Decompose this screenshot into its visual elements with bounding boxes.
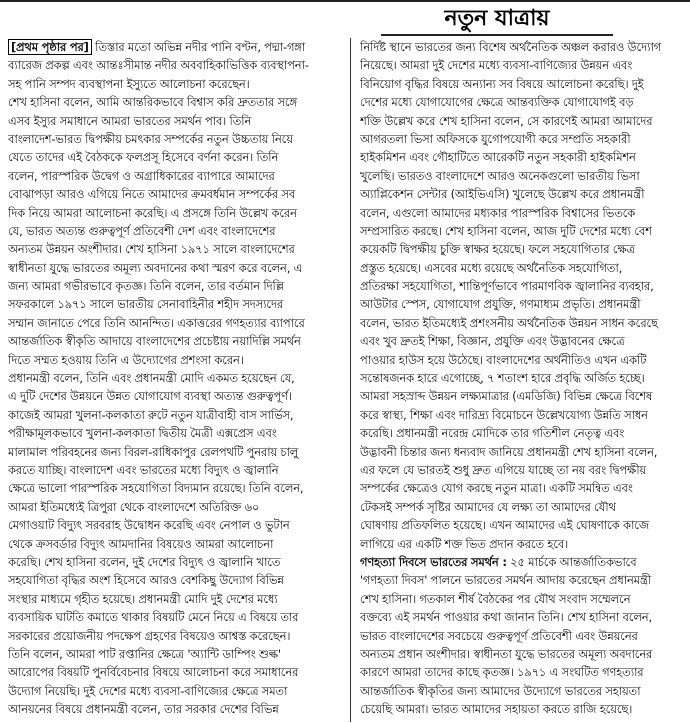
body-line: সহ পানি সম্পদ ব্যবস্থাপনা ইস্যুতে আলোচনা করেছেন। [8, 76, 250, 91]
body-line: আন্তর্জাতিক স্বীকৃতি আদায়ে বাংলাদেশের প্রচেষ্টায় নয়াদিল্লি সমর্থন [8, 334, 301, 349]
body-line: ভারত বাংলাদেশের সবচেয়ে গুরুত্বপূর্ণ প্রতিবেশী এবং উন্নয়নের [360, 628, 638, 643]
body-line: বলেন, পারস্পরিক উদ্বেগ ও অগ্রাধিকারের ব্যাপারে আমাদের [8, 168, 275, 183]
body-line: এসব ইস্যুর সমাধানে আমরা ভারতের সমর্থন পাব। তিনি [8, 113, 252, 128]
body-line: আগরতলা ভিসা অফিসকে যুগোপযোগী করে সম্প্রতি সহকারী [360, 131, 631, 146]
body-line: দিতে সম্মত হওয়ায় তিনি এ উদ্যোগের প্রশংসা করেন। [8, 352, 244, 367]
body-line: দেশের মধ্যে যোগাযোগের ক্ষেত্রে আন্তব্যক্তিক যোগাযোগই বড় [360, 95, 634, 110]
body-line: ব্যারেজ প্রকল্প এবং আন্তঃসীমান্ত নদীর অববাহিকাভিত্তিক ব্যবস্থাপনা- [8, 58, 309, 73]
body-line: তিনি বলেন, আমরা পাট রপ্তানির ক্ষেত্রে 'অ্যান্টি ডাম্পিং শুল্ক' [8, 646, 281, 661]
body-line: শেখ হাসিনা বলেন, আমি আন্তরিকভাবে বিশ্বাস করি দ্রুততার সঙ্গে [8, 95, 297, 110]
body-line: উদ্ভাবনী চিন্তার জন্য ধন্যবাদ জানিয়ে প্রধানমন্ত্রী শেখ হাসিনা বলেন, [360, 444, 658, 459]
body-line: আউটার স্পেস, যোগাযোগ প্রযুক্তি, গণমাধ্যম প্রভৃতি। প্রধানমন্ত্রী [360, 297, 641, 312]
body-line: করেছি। প্রধানমন্ত্রী নরেন্দ্র মোদিকে তার গতিশীল নেতৃত্ব এবং [360, 426, 625, 441]
body-line: করতে যাচ্ছি। বাংলাদেশ এবং ভারতের মধ্যে বিদ্যুৎ ও জ্বালানি [8, 462, 279, 477]
body-line: যেতে তাদের এই বৈঠককে ফলপ্রসূ হিসেবে বর্ণনা করেন। তিনি [8, 150, 279, 165]
subhead: গণহত্যা দিবসে ভারতের সমর্থন : [360, 554, 507, 569]
body-line: সম্প্রসারিত করছে। শেখ হাসিনা বলেন, আজ দুটি দেশের মধ্যে বেশ [360, 223, 652, 238]
right-column [360, 38, 686, 718]
subhead-line [360, 553, 686, 571]
body-line: প্রস্তুত হয়েছে। এসবের মধ্যে রয়েছে অর্থনৈতিক সহযোগিতা, [360, 260, 623, 275]
body-line: করে স্বাস্থ্য, শিক্ষা এবং দারিদ্র্য বিমোচনে উল্লেখযোগ্য উন্নতি সাধন [360, 407, 648, 422]
body-text: তিস্তার মতো অভিন্ন নদীর পানি বণ্টন, পদ্মা-গঙ্গা [91, 40, 306, 54]
body-line: আন্তর্জাতিক স্বীকৃতির জন্য আমাদের উদ্যোগে ভারতের সহায়তা [360, 683, 641, 698]
body-line: কারণে আমরা তাদের কাছে কৃতজ্ঞ। ১৯৭১ এ সংঘটিত গণহত্যার [360, 665, 644, 680]
left-column [8, 38, 342, 718]
body-line: এবং খুব দ্রুতই শিক্ষা, বিজ্ঞান, প্রযুক্তি এবং উদ্ভাবনের ক্ষেত্রে [360, 334, 625, 349]
body-line: বোঝাপড়া আরও এগিয়ে নিতে আমাদের ক্রমবর্ধমান সম্পর্কের সব [8, 187, 296, 202]
body-line: ক্ষেত্রে ভালো পারস্পরিক সহযোগিতা বিদ্যমান রয়েছে। তিনি বলেন, [8, 481, 304, 496]
body-line: প্রতিরক্ষা সহযোগিতা, শান্তিপূর্ণভাবে পারমাণবিক জ্বালানির ব্যবহার, [360, 279, 654, 294]
body-line: এ দুটি দেশের উন্নয়নে উন্নত যোগাযোগ ব্যবস্থা অত্যন্ত গুরুত্বপূর্ণ। [8, 389, 292, 404]
body-line: 'গণহত্যা দিবস' পালনে ভারতের সমর্থন আদায় করেছেন প্রধানমন্ত্রী [360, 573, 651, 588]
right-column-lines-a [360, 38, 686, 553]
headline-box [381, 4, 613, 36]
left-column-lines [8, 56, 342, 718]
body-line: বলেন, ভারত ইতিমধ্যেই প্রশংসনীয় অর্থনৈতিক উন্নয়ন সাধন করেছে [360, 315, 658, 330]
body-line [8, 38, 342, 56]
body-line: টেকসই সম্পর্ক সৃষ্টির আমাদের যে লক্ষ্য তা আমাদের যৌথ [360, 499, 616, 514]
body-line: সংস্থার মাধ্যমে গৃহীত হয়েছে। প্রধানমন্ত্রী মোদি দুই দেশের মধ্যে [8, 591, 278, 606]
body-line: পরীক্ষামূলকভাবে খুলনা-কলকাতা দ্বিতীয় মৈত্রী এক্সপ্রেস এবং [8, 426, 277, 441]
body-line: শক্তি উল্লেখ করে শেখ হাসিনা বলেন, সে কারণেই আমরা আমাদের [360, 113, 653, 128]
body-line: সম্পর্কের ক্ষেত্রেও যোগ করছে নতুন মাত্রা। একটি সমন্বিত এবং [360, 481, 633, 496]
body-line: বলেন, এগুলো আমাদের মধ্যকার পারস্পরিক বিশ্বাসের ভিতকে [360, 205, 636, 220]
body-line: উদ্যোগ নিয়েছি। দুই দেশের মধ্যে ব্যবসা-বাণিজ্যের ক্ষেত্রে সমতা [8, 683, 288, 698]
body-line: মালামাল পরিবহনের জন্য বিরল-রাধিকাপুর রেলপথটি পুনরায় চালু [8, 444, 299, 459]
body-line: অন্যতম উন্নয়ন অংশীদার। শেখ হাসিনা ১৯৭১ সালে বাংলাদেশের [8, 242, 295, 257]
body-line: হাইকমিশন এবং গৌহাটিতে আরেকটি নতুন সহকারী হাইকমিশন [360, 150, 636, 165]
body-line: করেছি। শেখ হাসিনা বলেন, দুই দেশের বিদ্যুৎ ও জ্বালানি খাতে [8, 554, 281, 569]
body-line: শেখ হাসিনা। গতকাল শীর্ষ বৈঠকের পর যৌথ সংবাদ সম্মেলনে [360, 591, 631, 606]
body-line: আমরা ইতিমধ্যেই ত্রিপুরা থেকে বাংলাদেশে অতিরিক্ত ৬০ [8, 499, 260, 514]
subhead-tail: ২৫ মার্চকে আন্তর্জাতিকভাবে [506, 554, 637, 569]
body-line: সফরকালে ১৯৭১ সালে ভারতীয় সেনাবাহিনীর শহীদ সদস্যদের [8, 297, 284, 312]
body-line: কাজেই আমরা খুলনা-কলকাতা রুটে নতুন যাত্রীবাহী বাস সার্ভিস, [8, 407, 294, 422]
body-line: দিক নিয়ে আমরা আলোচনা করেছি। এ প্রসঙ্গে তিনি উল্লেখ করেন [8, 205, 297, 220]
body-line: খুলেছি। ভারতও বাংলাদেশে আরও অনেকগুলো ভারতীয় ভিসা [360, 168, 640, 183]
body-line: সহযোগিতা বৃদ্ধির অংশ হিসেবে আরও বেশকিছু উদ্যোগ বিভিন্ন [8, 573, 284, 588]
body-line: সন্তোষজনক হারে এগোচ্ছে, ৭ শতাংশ হারে প্রবৃদ্ধি অর্জিত হচ্ছে। [360, 371, 645, 386]
body-line: সরকারের প্রয়োজনীয় পদক্ষেপ গ্রহণের বিষয়েও আশ্বস্ত করেছেন। [8, 628, 291, 643]
body-line: অ্যাপ্লিকেশন সেন্টার (আইভিএসি) খুলেছে উল্লেখ করে প্রধানমন্ত্রী [360, 187, 645, 202]
body-line: বাংলাদেশ-ভারত দ্বিপক্ষীয় চমৎকার সম্পর্কের নতুন উচ্চতায় নিয়ে [8, 131, 293, 146]
body-line: কয়েকটি দ্বিপক্ষীয় চুক্তি স্বাক্ষর হয়েছে। ফলে সহযোগিতার ক্ষেত্র [360, 242, 635, 257]
body-line: থেকে ক্রসবর্ডার বিদ্যুৎ আমদানির বিষয়েও আমরা আলোচনা [8, 536, 274, 551]
body-line: স্বাধীনতা যুদ্ধে ভারতের অমূল্য অবদানের কথা স্মরণ করে বলেন, এ [8, 260, 303, 275]
body-line: ঘোষণায় প্রতিফলিত হয়েছে। এখন আমাদের এই ঘোষণাকে কাজে [360, 518, 649, 533]
body-line: জন্য আমরা গভীরভাবে কৃতজ্ঞ। তিনি বলেন, তার বর্তমান দিল্লি [8, 279, 284, 294]
headline: নতুন যাত্রায় [444, 6, 550, 31]
body-line: নিয়েছে। আমরা দুই দেশের মধ্যে ব্যবসা-বাণিজ্যের উন্নয়ন এবং [360, 58, 633, 73]
body-line: ব্যবসায়িক ঘাটতি কমাতে থাকার বিষয়টি মেনে নিয়ে এ বিষয়ে তার [8, 610, 299, 625]
body-line: এর ফলে যে ভারতই শুধু দ্রুত এগিয়ে যাচ্ছে তা নয় বরং দ্বিপক্ষীয় [360, 462, 647, 477]
right-column-lines-b [360, 571, 686, 718]
body-line: বিনিয়োগ বৃদ্ধির বিষয়ে অন্যান্য সব বিষয়ে আলোচনা করেছি। দুই [360, 76, 644, 91]
body-line: প্রধানমন্ত্রী বলেন, তিনি এবং প্রধানমন্ত্রী মোদি একমত হয়েছেন যে, [8, 371, 295, 386]
continuation-label: [প্রথম পৃষ্ঠার পর] [8, 39, 92, 55]
body-line: বক্তব্যে এই সমর্থন পাওয়ার কথা জানান তিনি। শেখ হাসিনা বলেন, [360, 610, 652, 625]
body-line: মেগাওয়াট বিদ্যুৎ সরবরাহ উদ্বোধন করেছি এবং নেপাল ও ভুটান [8, 518, 290, 533]
body-line: নির্দিষ্ট স্থানে ভারতের জন্য বিশেষ অর্থনৈতিক অঞ্চল করারও উদ্যোগ [360, 40, 662, 54]
body-line: চেয়েছি আমরা। ভারত আমাদের সহায়তা করতে রাজি হয়েছে। [360, 702, 633, 717]
body-line: পাওয়ার হাউস হয়ে উঠেছে। বাংলাদেশের অর্থনীতিও এখন একটি [360, 352, 647, 367]
body-line: সম্মান জানাতে পেরে তিনি আনন্দিত। একাত্তরের গণহত্যার ব্যাপারে [8, 315, 305, 330]
top-rule [0, 0, 690, 2]
body-line: অন্যতম প্রধান অংশীদার। স্বাধীনতা যুদ্ধে ভারতের অমূল্য অবদানের [360, 646, 653, 661]
body-line: যে, ভারত অত্যন্ত গুরুত্বপূর্ণ প্রতিবেশী দেশ এবং বাংলাদেশের [8, 223, 276, 238]
body-line: আমরা সহস্রাব্দ উন্নয়ন লক্ষ্যমাত্রার (এমডিজি) বিভিন্ন ক্ষেত্রে বিশেষ [360, 389, 653, 404]
column-divider [350, 38, 351, 722]
body-line: আনয়নের বিষয়ে প্রধানমন্ত্রী বলেন, তার সরকার দেশের বিভিন্ন [8, 702, 279, 717]
body-line: আরোপের বিষয়টি পুনর্বিবেচনার বিষয়ে আলোচনা করে সমাধানের [8, 665, 299, 680]
body-line: লাগিয়ে এর একটি শক্ত ভিত প্রদান করতে হবে। [360, 536, 568, 551]
